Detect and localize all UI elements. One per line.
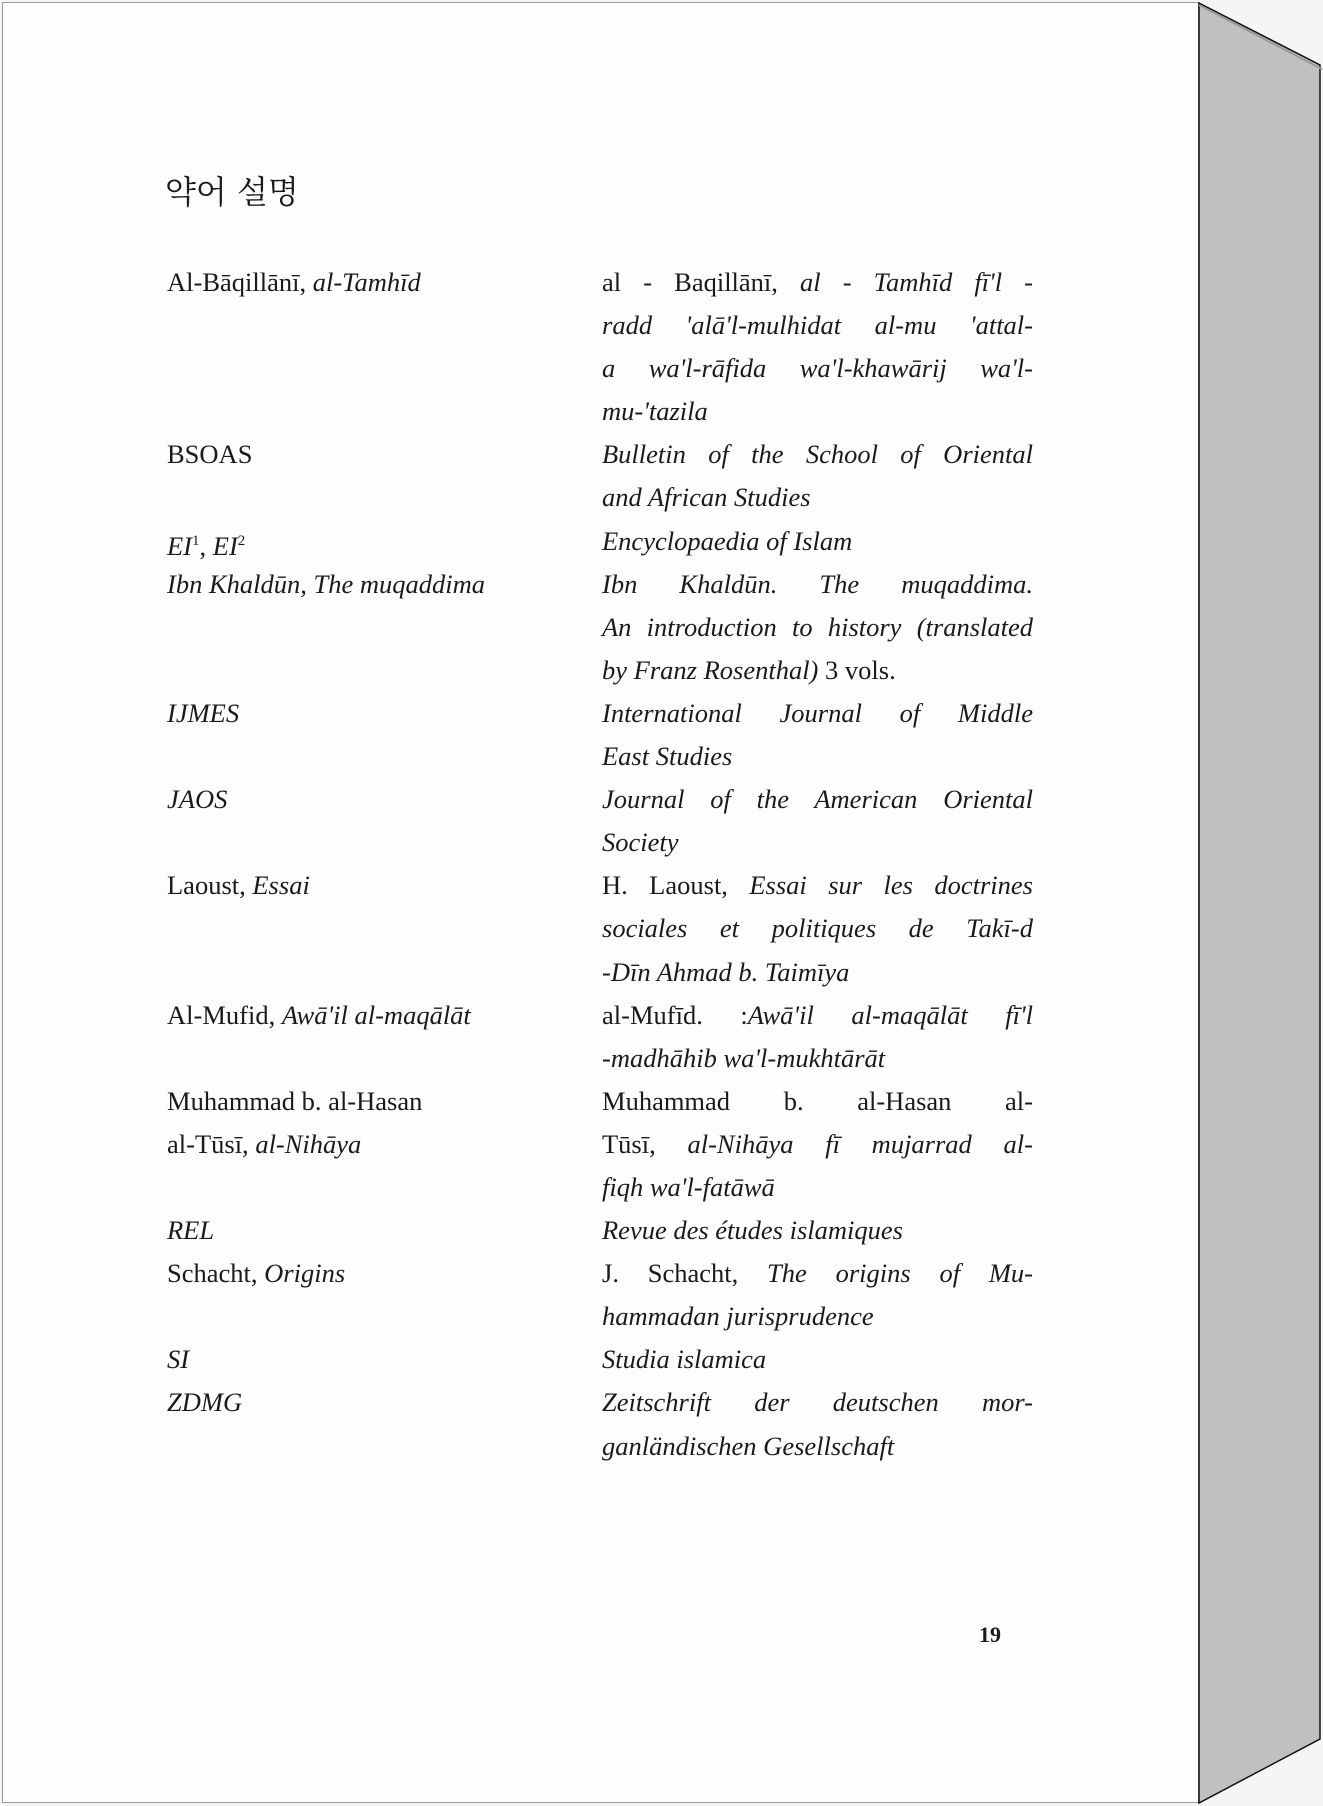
text-segment: -madhāhib wa'l-mukhtārāt (602, 1042, 886, 1073)
abbreviation-entry (167, 994, 1033, 1080)
page-number: 19 (979, 1622, 1001, 1647)
full-title-line (602, 1037, 1033, 1080)
text-segment: Awā'il al-maqālāt fī'l (747, 999, 1033, 1030)
abbreviation-line (167, 1080, 602, 1123)
text-segment: SI (167, 1344, 190, 1375)
abbreviation (167, 1338, 602, 1381)
abbreviation-line (167, 563, 602, 606)
text-segment: Tūsī, (602, 1128, 688, 1159)
book-side-panel (1199, 3, 1320, 1803)
abbreviation-line (167, 778, 602, 821)
full-title-line (602, 951, 1033, 994)
full-title-line (602, 520, 1033, 563)
abbreviation (167, 520, 602, 563)
full-title-line (602, 1166, 1033, 1209)
full-title (602, 1338, 1033, 1381)
text-segment: Bulletin of the School of Oriental (602, 439, 1033, 470)
text-segment: H. Laoust, (602, 870, 750, 901)
abbreviation (167, 1209, 602, 1252)
text-segment: -Dīn Ahmad b. Taimīya (602, 956, 850, 987)
abbreviation (167, 994, 602, 1080)
full-title-line (602, 735, 1033, 778)
text-segment: Muhammad b. al-Hasan (167, 1085, 423, 1116)
text-segment: REL (167, 1215, 215, 1246)
text-segment: radd 'alā'l-mulhidat al-mu 'attal- (602, 310, 1033, 341)
full-title-line (602, 1381, 1033, 1424)
book-page (2, 2, 1199, 1803)
abbreviation (167, 563, 602, 692)
full-title-line (602, 1123, 1033, 1166)
abbreviation (167, 864, 602, 993)
full-title (602, 1381, 1033, 1467)
text-segment: Zeitschrift der deutschen mor- (602, 1387, 1033, 1418)
text-segment: by Franz Rosenthal) (602, 654, 819, 685)
abbreviation-line (167, 1123, 602, 1166)
full-title-line (602, 907, 1033, 950)
text-segment: Ibn Khaldūn, The muqaddima (167, 568, 485, 599)
text-segment: Ibn Khaldūn. The muqaddima. (602, 568, 1033, 599)
text-segment: Laoust, (167, 870, 253, 901)
full-title-line (602, 390, 1033, 433)
text-segment: Journal of the American Oriental (602, 784, 1033, 815)
abbreviation-line (167, 692, 602, 735)
full-title-line (602, 778, 1033, 821)
text-segment: Schacht, (167, 1258, 265, 1289)
text-segment: EI (212, 530, 238, 561)
full-title-line (602, 994, 1033, 1037)
full-title-line (602, 563, 1033, 606)
text-segment: Al-Bāqillānī, (167, 267, 313, 297)
text-segment: Al-Mufid, (167, 999, 282, 1030)
full-title (602, 778, 1033, 864)
text-segment: ZDMG (167, 1387, 243, 1418)
text-segment: Origins (264, 1258, 346, 1289)
full-title (602, 261, 1033, 433)
abbreviation-line (167, 520, 602, 563)
abbreviation-line (167, 1209, 602, 1252)
abbreviation-entry (167, 778, 1033, 864)
full-title (602, 1080, 1033, 1209)
abbreviation-list (167, 261, 1033, 1468)
full-title-line (602, 433, 1033, 476)
text-segment: JAOS (167, 784, 228, 815)
abbreviation-line (167, 1338, 602, 1381)
abbreviation-entry (167, 692, 1033, 778)
text-segment: al - Baqillānī, (602, 267, 801, 297)
full-title-line (602, 1338, 1033, 1381)
text-segment: , (199, 530, 213, 561)
full-title-line (602, 1080, 1033, 1123)
abbreviation-entry (167, 563, 1033, 692)
text-segment: ganländischen Gesellschaft (602, 1430, 895, 1461)
abbreviation (167, 1252, 602, 1338)
text-segment: International Journal of Middle (602, 697, 1033, 728)
full-title-line (602, 649, 1033, 692)
text-segment: An introduction to history (translated (602, 611, 1033, 642)
text-segment: al-Tamhīd (312, 267, 421, 297)
full-title-line (602, 347, 1033, 390)
text-segment: Awā'il al-maqālāt (281, 999, 471, 1030)
text-segment: East Studies (602, 741, 733, 772)
abbreviation-entry (167, 1080, 1033, 1209)
abbreviation-entry (167, 1338, 1033, 1381)
full-title-line (602, 1252, 1033, 1295)
abbreviation-line (167, 261, 602, 304)
text-segment: Muhammad b. al-Hasan al- (602, 1085, 1033, 1116)
abbreviation-entry (167, 433, 1033, 519)
abbreviation-line (167, 864, 602, 907)
abbreviation (167, 433, 602, 519)
text-segment: BSOAS (167, 439, 253, 470)
text-segment: fiqh wa'l-fatāwā (602, 1171, 775, 1202)
full-title (602, 563, 1033, 692)
superscript: 1 (192, 532, 200, 549)
text-segment: sociales et politiques de Takī-d (602, 913, 1033, 944)
text-segment: Essai sur les doctrines (749, 870, 1033, 901)
full-title (602, 692, 1033, 778)
text-segment: Studia islamica (602, 1344, 767, 1375)
text-segment: and African Studies (602, 482, 811, 513)
abbreviation-line (167, 1252, 602, 1295)
abbreviation-entry (167, 1381, 1033, 1467)
text-segment: al-Tūsī, (167, 1128, 256, 1159)
full-title (602, 1252, 1033, 1338)
full-title-line (602, 606, 1033, 649)
abbreviation (167, 692, 602, 778)
full-title-line (602, 261, 1033, 304)
abbreviation (167, 1080, 602, 1209)
abbreviation-entry (167, 1252, 1033, 1338)
full-title (602, 864, 1033, 993)
full-title (602, 994, 1033, 1080)
text-segment: IJMES (167, 697, 240, 728)
full-title-line (602, 1425, 1033, 1468)
text-segment: a wa'l-rāfida wa'l-khawārij wa'l- (602, 353, 1033, 384)
full-title (602, 433, 1033, 519)
superscript: 2 (237, 532, 246, 549)
abbreviation-line (167, 994, 602, 1037)
abbreviation (167, 778, 602, 864)
page-title: 약어 설명 (165, 173, 299, 211)
text-segment: mu-'tazila (602, 396, 708, 427)
abbreviation (167, 261, 602, 433)
side-shadow (1199, 5, 1322, 69)
text-segment: al-Mufīd. : (602, 999, 748, 1030)
abbreviation-entry (167, 864, 1033, 993)
abbreviation-line (167, 1381, 602, 1424)
full-title-line (602, 692, 1033, 735)
text-segment: J. Schacht, (602, 1258, 768, 1289)
abbreviation-line (167, 433, 602, 476)
abbreviation (167, 1381, 602, 1467)
text-segment: Society (602, 827, 679, 858)
abbreviation-entry (167, 261, 1033, 433)
full-title (602, 520, 1033, 563)
text-segment: hammadan jurisprudence (602, 1301, 874, 1332)
abbreviation-entry (167, 1209, 1033, 1252)
full-title (602, 1209, 1033, 1252)
text-segment: The origins of Mu- (767, 1258, 1033, 1289)
full-title-line (602, 1209, 1033, 1252)
text-segment: 3 vols. (818, 654, 896, 685)
text-segment: Essai (252, 870, 310, 901)
text-segment: Revue des études islamiques (602, 1215, 903, 1246)
text-segment: Encyclopaedia of Islam (602, 525, 853, 556)
text-segment: al-Nihāya (255, 1128, 362, 1159)
full-title-line (602, 1295, 1033, 1338)
full-title-line (602, 821, 1033, 864)
text-segment: al-Nihāya fī mujarrad al- (687, 1128, 1033, 1159)
text-segment: EI (167, 530, 193, 561)
full-title-line (602, 476, 1033, 519)
full-title-line (602, 304, 1033, 347)
full-title-line (602, 864, 1033, 907)
abbreviation-entry (167, 520, 1033, 563)
text-segment: al - Tamhīd fī'l - (800, 267, 1033, 297)
